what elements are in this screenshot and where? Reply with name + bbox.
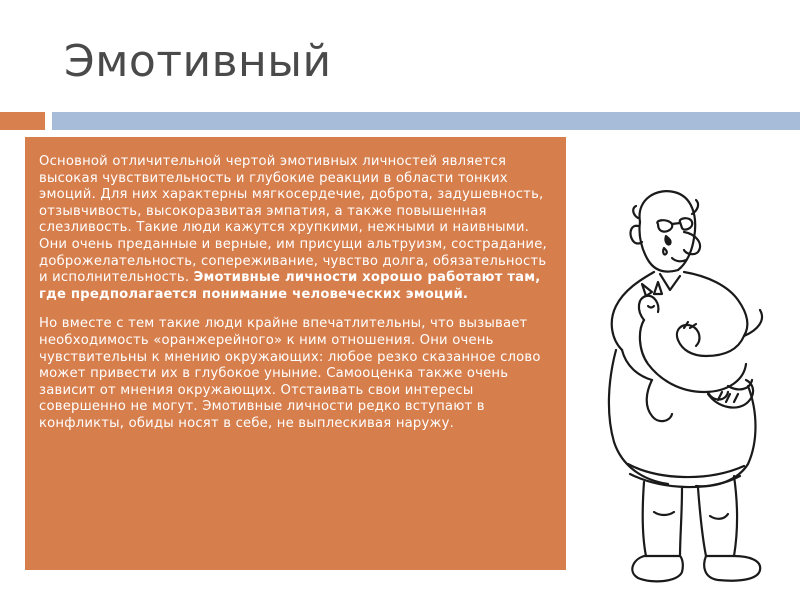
paragraph-1 bbox=[39, 154, 552, 303]
paragraph-1-bold: Эмотивные личности хорошо работают там, где предполагается понимание человеческих эмоций. bbox=[39, 270, 541, 302]
slide-title: Эмотивный bbox=[64, 36, 332, 87]
crying-man-holding-cat-illustration bbox=[588, 180, 788, 585]
accent-bar-blue bbox=[52, 112, 800, 130]
accent-bar-orange bbox=[0, 112, 45, 130]
content-box bbox=[25, 137, 566, 570]
paragraph-2: Но вместе с тем такие люди крайне впечатлительны, что вызывает необходимость «оранжерейного» к ним отношения. Они очень чувствительны к мнению окружающих: любое резко сказанное слово может привести их в глубокое уныние. Самооценка также очень зависит от мнения окружающих. Отстаивать свои интересы совершенно не могут. Эмотивные личности редко вступают в конфликты, обиды носят в себе, не выплескивая наружу. bbox=[39, 316, 541, 431]
paragraph-1-text: Основной отличительной чертой эмотивных личностей является высокая чувствительность и глубокие реакции в области тонких эмоций. Для них характерны мягкосердечие, доброта, задушевность, отзывчивость, высокоразвитая эмпатия, а также повышенная слезливость. Такие люди кажутся хрупкими, нежными и наивными. Они очень преданные и верные, им присущи альтруизм, сострадание, доброжелательность, сопереживание, чувство долга, обязательность и исполнительность. bbox=[39, 154, 547, 286]
